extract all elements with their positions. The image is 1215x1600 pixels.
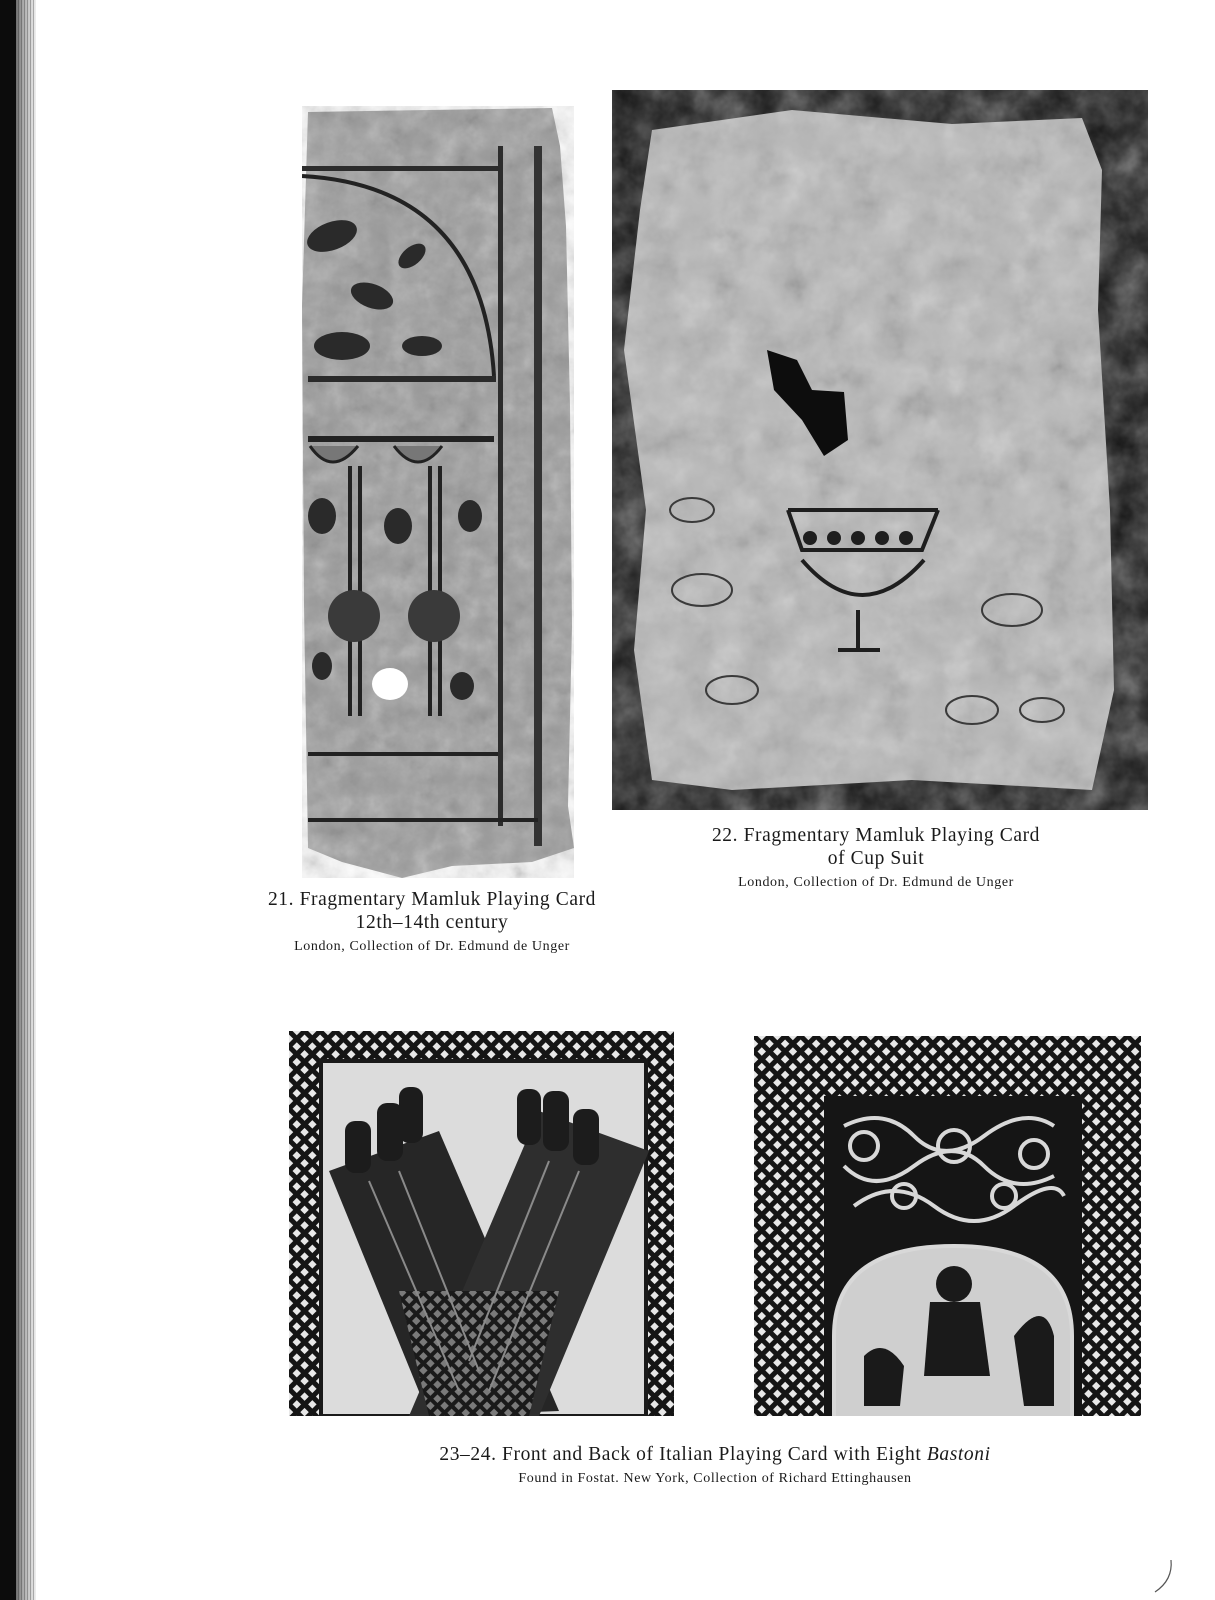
plate-23-image	[289, 1031, 674, 1416]
plate-21-caption	[232, 888, 632, 956]
plate-22-source: London, Collection of Dr. Edmund de Unger	[738, 875, 1014, 890]
plate-23-24-title-italic: Bastoni	[926, 1444, 991, 1465]
plate-24-image	[754, 1036, 1141, 1416]
plate-23-24-caption	[390, 1443, 1040, 1488]
page-corner-mark	[1151, 1558, 1175, 1594]
plate-22-caption	[676, 824, 1076, 892]
plate-23-24-source: Found in Fostat. New York, Collection of Richard Ettinghausen	[518, 1471, 912, 1486]
plate-23-24-title	[390, 1443, 1040, 1466]
page-edge-stack	[18, 0, 34, 1600]
plate-21-source: London, Collection of Dr. Edmund de Unger	[294, 939, 570, 954]
plate-23-24-title-main: 23–24. Front and Back of Italian Playing Card with Eight	[439, 1444, 927, 1465]
plate-21-title: 21. Fragmentary Mamluk Playing Card	[267, 889, 597, 910]
plate-22-title: 22. Fragmentary Mamluk Playing Card	[711, 825, 1041, 846]
page-binding-shadow	[0, 0, 16, 1600]
plate-22-image	[612, 90, 1148, 810]
plate-21-image	[302, 106, 574, 878]
plate-22-subtitle: of Cup Suit	[827, 848, 925, 869]
plate-21-date: 12th–14th century	[355, 912, 509, 933]
